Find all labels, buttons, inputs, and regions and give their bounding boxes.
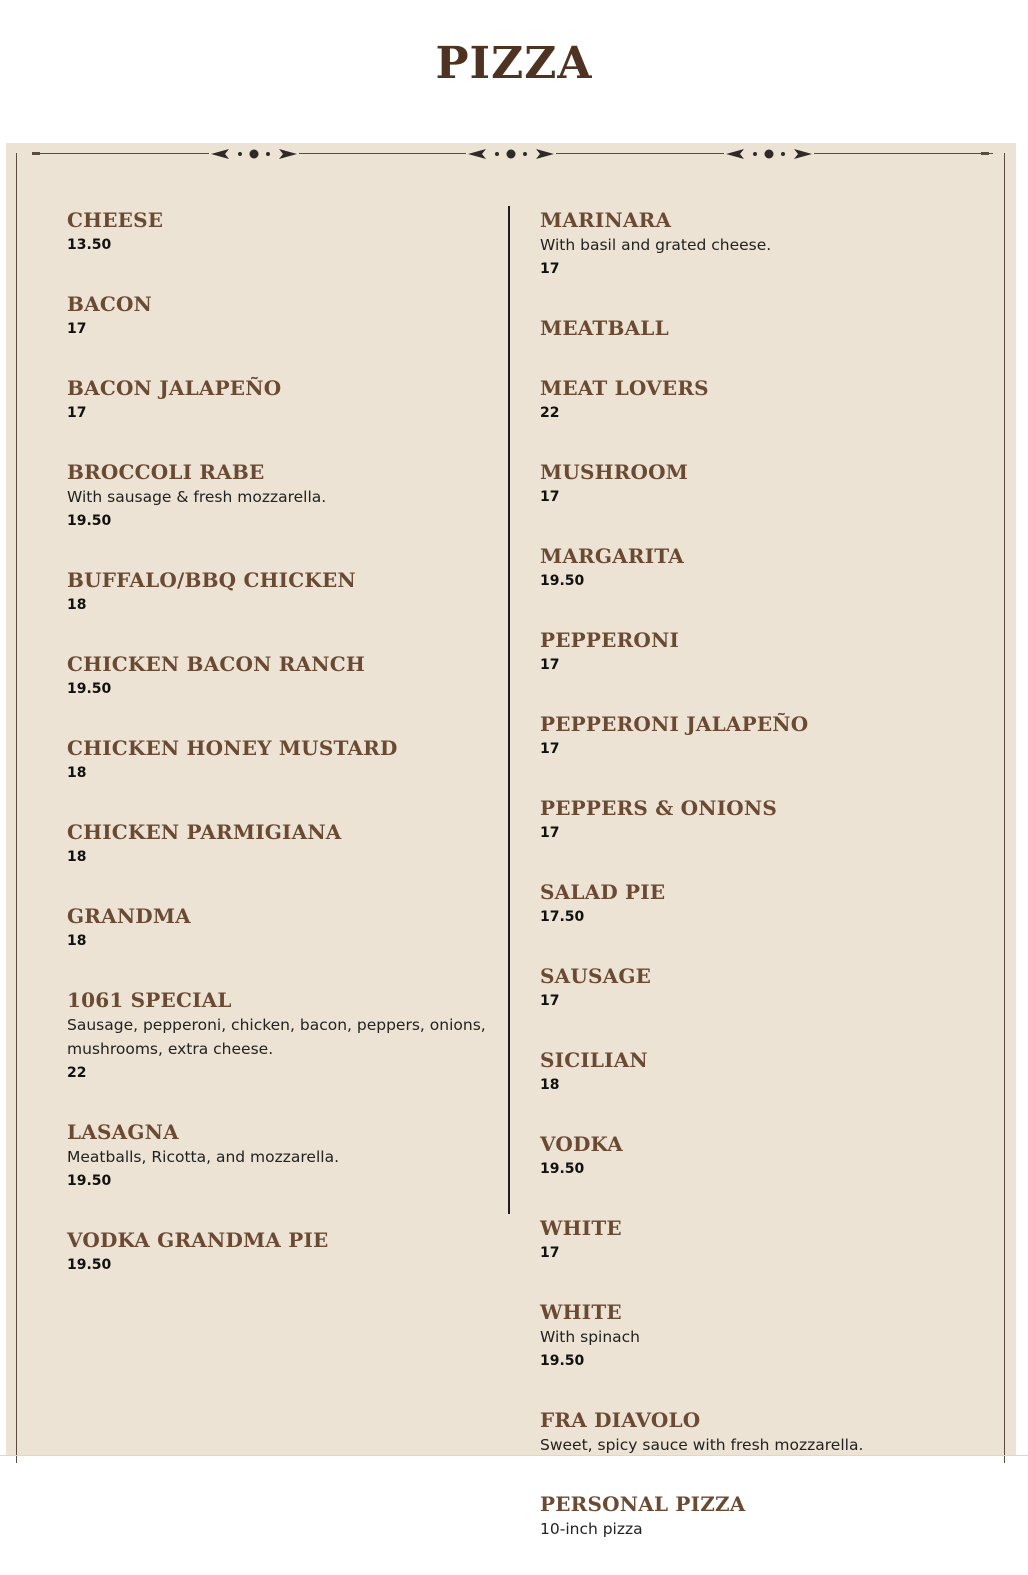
item-name: SAUSAGE bbox=[540, 964, 652, 988]
menu-item bbox=[67, 1227, 487, 1277]
item-name: BROCCOLI RABE bbox=[67, 460, 265, 484]
item-description: With spinach bbox=[540, 1328, 641, 1346]
frame-right-line bbox=[1004, 153, 1005, 1463]
menu-item bbox=[540, 1491, 980, 1541]
item-price: 17 bbox=[67, 405, 87, 421]
menu-item bbox=[67, 819, 487, 869]
item-description: Sweet, spicy sauce with fresh mozzarella. bbox=[540, 1436, 864, 1454]
ornament-right-icon bbox=[724, 147, 814, 161]
item-name: SICILIAN bbox=[540, 1048, 648, 1072]
menu-item bbox=[67, 651, 487, 701]
item-price: 19.50 bbox=[540, 1353, 585, 1369]
menu-item bbox=[540, 207, 980, 281]
menu-item bbox=[540, 459, 980, 509]
item-name: PEPPERS & ONIONS bbox=[540, 796, 778, 820]
menu-item bbox=[540, 711, 980, 761]
item-price: 19.50 bbox=[67, 1257, 112, 1273]
menu-item bbox=[540, 627, 980, 677]
item-price: 18 bbox=[67, 849, 87, 865]
menu-item bbox=[67, 1119, 487, 1193]
item-name: WHITE bbox=[540, 1216, 622, 1240]
item-price: 17 bbox=[540, 993, 560, 1009]
menu-item bbox=[540, 1131, 980, 1181]
menu-item bbox=[67, 987, 487, 1085]
item-price: 22 bbox=[540, 405, 560, 421]
item-name: BACON JALAPEÑO bbox=[67, 376, 282, 400]
menu-item bbox=[67, 459, 487, 533]
item-name: CHEESE bbox=[67, 208, 164, 232]
ornament-left-icon bbox=[209, 147, 299, 161]
menu-panel bbox=[6, 143, 1016, 1538]
column-divider bbox=[508, 206, 510, 1214]
item-name: CHICKEN PARMIGIANA bbox=[67, 820, 342, 844]
item-price: 19.50 bbox=[67, 513, 112, 529]
item-description: 10-inch pizza bbox=[540, 1520, 643, 1538]
item-name: CHICKEN BACON RANCH bbox=[67, 652, 365, 676]
item-name: BUFFALO/BBQ CHICKEN bbox=[67, 568, 356, 592]
menu-item bbox=[540, 1215, 980, 1265]
item-price: 18 bbox=[67, 597, 87, 613]
item-name: MARINARA bbox=[540, 208, 672, 232]
page-title: PIZZA bbox=[435, 38, 593, 89]
item-price: 19.50 bbox=[67, 681, 112, 697]
item-name: PEPPERONI JALAPEÑO bbox=[540, 712, 809, 736]
item-price: 22 bbox=[67, 1065, 87, 1081]
menu-item bbox=[67, 567, 487, 617]
item-name: FRA DIAVOLO bbox=[540, 1408, 701, 1432]
menu-item bbox=[540, 543, 980, 593]
menu-item bbox=[67, 735, 487, 785]
item-name: GRANDMA bbox=[67, 904, 191, 928]
menu-column-left bbox=[67, 207, 487, 1311]
menu-item bbox=[540, 1047, 980, 1097]
item-description: With basil and grated cheese. bbox=[540, 236, 772, 254]
item-description: Sausage, pepperoni, chicken, bacon, peppers, onions, mushrooms, extra cheese. bbox=[67, 1016, 486, 1058]
item-price: 17 bbox=[540, 741, 560, 757]
frame-corner-left bbox=[32, 152, 40, 155]
item-price: 18 bbox=[67, 765, 87, 781]
item-name: MEAT LOVERS bbox=[540, 376, 709, 400]
item-name: BACON bbox=[67, 292, 153, 316]
item-name: MEATBALL bbox=[540, 316, 669, 340]
page-bottom-rule bbox=[0, 1455, 1028, 1456]
item-name: LASAGNA bbox=[67, 1120, 179, 1144]
menu-item bbox=[67, 375, 487, 425]
menu-item bbox=[540, 1299, 980, 1373]
item-name: MUSHROOM bbox=[540, 460, 689, 484]
item-price: 17 bbox=[540, 825, 560, 841]
item-price: 18 bbox=[67, 933, 87, 949]
item-price: 19.50 bbox=[540, 1161, 585, 1177]
menu-item bbox=[67, 903, 487, 953]
item-name: PERSONAL PIZZA bbox=[540, 1492, 746, 1516]
item-name: VODKA GRANDMA PIE bbox=[67, 1228, 329, 1252]
item-description: With sausage & fresh mozzarella. bbox=[67, 488, 327, 506]
menu-item bbox=[540, 963, 980, 1013]
menu-item bbox=[67, 207, 487, 257]
item-name: MARGARITA bbox=[540, 544, 684, 568]
frame-left-line bbox=[16, 153, 17, 1463]
ornament-center-icon bbox=[466, 147, 556, 161]
menu-item bbox=[67, 291, 487, 341]
item-price: 19.50 bbox=[67, 1173, 112, 1189]
frame-corner-right bbox=[981, 152, 989, 155]
item-price: 19.50 bbox=[540, 573, 585, 589]
item-price: 17 bbox=[540, 657, 560, 673]
menu-item bbox=[540, 1407, 980, 1457]
menu-column-right bbox=[540, 207, 980, 1575]
item-description: Meatballs, Ricotta, and mozzarella. bbox=[67, 1148, 339, 1166]
item-price: 17 bbox=[67, 321, 87, 337]
item-name: 1061 SPECIAL bbox=[67, 988, 232, 1012]
item-price: 17 bbox=[540, 1245, 560, 1261]
item-price: 17.50 bbox=[540, 909, 585, 925]
menu-item bbox=[540, 879, 980, 929]
item-price: 13.50 bbox=[67, 237, 112, 253]
item-name: PEPPERONI bbox=[540, 628, 680, 652]
menu-item bbox=[540, 375, 980, 425]
item-price: 17 bbox=[540, 489, 560, 505]
item-price: 18 bbox=[540, 1077, 560, 1093]
item-name: SALAD PIE bbox=[540, 880, 666, 904]
item-price: 17 bbox=[540, 261, 560, 277]
item-name: VODKA bbox=[540, 1132, 624, 1156]
item-name: WHITE bbox=[540, 1300, 622, 1324]
item-name: CHICKEN HONEY MUSTARD bbox=[67, 736, 398, 760]
menu-item bbox=[540, 315, 980, 341]
menu-item bbox=[540, 795, 980, 845]
